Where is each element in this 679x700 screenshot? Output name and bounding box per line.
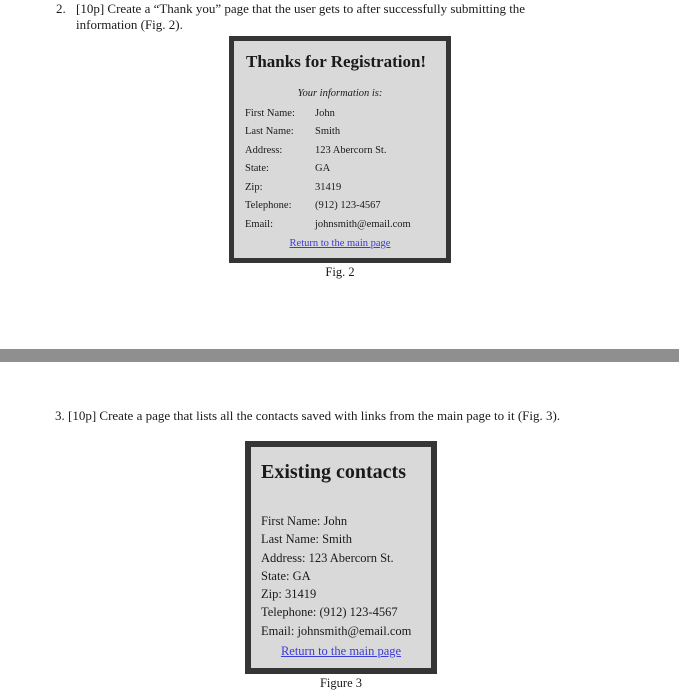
section-separator [0,349,679,362]
field-value: 31419 [315,181,342,193]
list-item: Email: johnsmith@email.com [261,623,412,638]
figure-2-thanks-page [229,36,451,263]
table-row [245,104,411,123]
question-2-line-2: information (Fig. 2). [76,17,183,32]
figure-2-intro: Your information is: [297,88,383,99]
question-2-text [56,1,631,33]
list-item: First Name: John [261,514,348,528]
contact-details [261,512,411,640]
field-label: Email: [245,218,273,230]
table-row [245,197,411,216]
list-item: State: GA [261,568,311,583]
figure-3-title: Existing contacts [261,461,406,483]
field-label: First Name: [245,107,295,119]
field-label: State: [245,163,269,175]
figure-2-title: Thanks for Registration! [246,52,427,71]
question-2-line-1: [10p] Create a “Thank you” page that the user gets to after successfully submitting the [76,1,526,16]
field-value: John [315,107,335,119]
list-item: Zip: 31419 [261,587,317,602]
field-label: Zip: [245,181,263,193]
table-row [245,178,411,197]
field-label: Last Name: [245,126,294,138]
list-item: Last Name: Smith [261,532,352,547]
table-row [245,160,411,179]
field-value: johnsmith@email.com [315,218,411,230]
figure-3-contacts-page [245,441,437,674]
figure-2-caption: Fig. 2 [325,265,355,279]
return-to-main-page-link[interactable]: Return to the main page [289,238,391,249]
return-to-main-page-link[interactable]: Return to the main page [280,644,402,658]
field-label: Address: [245,144,283,156]
question-2-number: 2. [56,1,66,16]
table-row [245,215,411,234]
field-label: Telephone: [245,200,292,212]
field-value: 123 Abercorn St. [315,144,387,156]
list-item: Address: 123 Abercorn St. [261,550,394,565]
question-3-text: 3. [10p] Create a page that lists all the contacts saved with links from the main page to it (Fig. 3). [55,408,561,423]
figure-2-info-table [245,104,411,234]
list-item: Telephone: (912) 123-4567 [261,605,398,620]
field-value: Smith [315,126,341,138]
figure-3-caption: Figure 3 [319,676,362,690]
table-row [245,123,411,142]
field-value: GA [315,163,331,175]
table-row [245,141,411,160]
field-value: (912) 123-4567 [315,200,381,212]
